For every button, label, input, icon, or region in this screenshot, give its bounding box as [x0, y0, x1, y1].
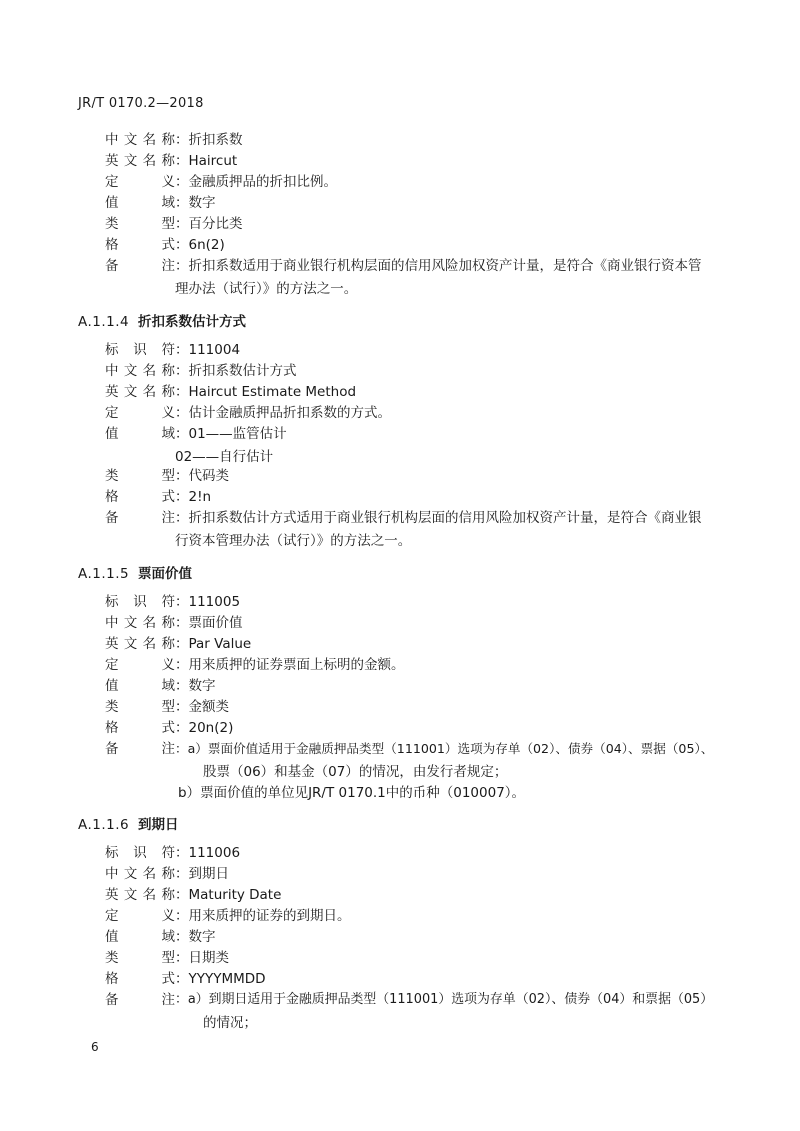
field-label: 值域	[105, 678, 175, 694]
note-text-line1: ：折扣系数估计方式适用于商业银行机构层面的信用风险加权资产计量，是符合《商业银	[175, 510, 702, 526]
section-number: A.1.1.4	[78, 314, 130, 330]
field-label: 格式	[105, 971, 175, 987]
document-code: JR/T 0170.2—2018	[78, 96, 204, 111]
field-row	[105, 676, 216, 696]
field-value: ：Maturity Date	[175, 887, 282, 903]
section-title: 到期日	[138, 817, 179, 833]
field-value: ：YYYYMMDD	[175, 971, 266, 987]
field-label: 英文名称	[105, 636, 175, 652]
field-label: 类型	[105, 216, 175, 232]
section-heading	[78, 813, 179, 833]
field-value: ：折扣系数估计方式	[175, 363, 297, 379]
field-value: ：金额类	[175, 699, 229, 715]
field-value: ：用来质押的证券的到期日。	[175, 908, 351, 924]
field-row	[105, 193, 216, 213]
field-row	[105, 340, 241, 360]
field-value: ：估计金融质押品折扣系数的方式。	[175, 405, 391, 421]
note-text-line1: ：折扣系数适用于商业银行机构层面的信用风险加权资产计量，是符合《商业银行资本管	[175, 258, 702, 274]
field-value: ：金融质押品的折扣比例。	[175, 174, 337, 190]
field-row	[105, 403, 391, 423]
field-label: 类型	[105, 468, 175, 484]
field-label: 英文名称	[105, 384, 175, 400]
field-label: 类型	[105, 699, 175, 715]
field-label: 定义	[105, 405, 175, 421]
note-row	[105, 739, 714, 759]
field-value: ：折扣系数	[175, 132, 243, 148]
note-row	[105, 990, 714, 1011]
field-row	[105, 151, 238, 171]
field-value: ：日期类	[175, 950, 229, 966]
note-label: 备注	[105, 258, 175, 274]
field-label: 中文名称	[105, 132, 175, 148]
field-label: 值域	[105, 195, 175, 211]
field-row	[105, 172, 337, 192]
section-number: A.1.1.5	[78, 566, 130, 582]
field-value: ：2!n	[175, 489, 212, 505]
field-label: 定义	[105, 908, 175, 924]
note-row	[105, 508, 702, 528]
field-label: 类型	[105, 950, 175, 966]
field-value: ：Haircut Estimate Method	[175, 384, 357, 400]
field-row	[105, 130, 243, 150]
field-label: 中文名称	[105, 363, 175, 379]
field-label: 标识符	[105, 594, 175, 610]
field-value: ：用来质押的证券票面上标明的金额。	[175, 657, 405, 673]
field-value: ：数字	[175, 929, 216, 945]
field-row	[105, 214, 243, 234]
field-row	[105, 718, 234, 738]
field-label: 值域	[105, 426, 175, 442]
field-value: ：数字	[175, 678, 216, 694]
field-row	[105, 361, 297, 381]
field-row	[105, 487, 212, 507]
field-label: 定义	[105, 174, 175, 190]
section-heading	[78, 310, 246, 330]
field-value: ：111004	[175, 342, 241, 358]
note-label: 备注	[105, 510, 175, 526]
note-text-line2: 理办法（试行）》的方法之一。	[175, 281, 358, 297]
field-value: ：Haircut	[175, 153, 238, 169]
field-value: ：20n(2)	[175, 720, 234, 736]
field-row	[105, 613, 243, 633]
field-row	[105, 697, 229, 717]
note-label: 备注	[105, 992, 175, 1008]
section-title: 票面价值	[138, 566, 192, 582]
field-label: 格式	[105, 489, 175, 505]
field-value: ：111006	[175, 845, 241, 861]
section-number: A.1.1.6	[78, 817, 130, 833]
field-value: ：01——监管估计	[175, 426, 287, 442]
note-text-line2: 行资本管理办法（试行）》的方法之一。	[175, 533, 412, 549]
section-heading	[78, 562, 192, 582]
page-number: 6	[91, 1040, 99, 1054]
note-row	[105, 256, 702, 276]
field-label: 中文名称	[105, 615, 175, 631]
field-label: 英文名称	[105, 887, 175, 903]
field-value: ：111005	[175, 594, 241, 610]
field-value: ：6n(2)	[175, 237, 225, 253]
field-row	[105, 927, 216, 947]
note-item-b: b）票面价值的单位见JR/T 0170.1中的币种（010007）。	[178, 785, 526, 801]
note-item-a-line2: 的情况；	[203, 1015, 257, 1031]
field-label: 标识符	[105, 845, 175, 861]
field-label: 中文名称	[105, 866, 175, 882]
field-row	[105, 592, 241, 612]
note-item-a-line1: ：a）票面价值适用于金融质押品类型（111001）选项为存单（02）、债券（04）、票据（05）、	[175, 741, 714, 756]
field-label: 标识符	[105, 342, 175, 358]
field-value: ：到期日	[175, 866, 229, 882]
field-value: ：代码类	[175, 468, 229, 484]
section-title: 折扣系数估计方式	[138, 314, 246, 330]
field-value: ：数字	[175, 195, 216, 211]
field-row	[105, 235, 225, 255]
field-label: 格式	[105, 720, 175, 736]
field-label: 值域	[105, 929, 175, 945]
field-value: ：百分比类	[175, 216, 243, 232]
field-row	[105, 948, 229, 968]
field-row	[105, 424, 287, 444]
field-row	[105, 634, 252, 654]
field-label: 英文名称	[105, 153, 175, 169]
field-row	[105, 864, 229, 884]
field-value-continuation: 02——自行估计	[175, 449, 274, 465]
field-label: 定义	[105, 657, 175, 673]
field-value: ：票面价值	[175, 615, 243, 631]
field-row	[105, 969, 266, 989]
note-item-a-line2: 股票（06）和基金（07）的情况，由发行者规定；	[203, 764, 508, 780]
field-value: ：Par Value	[175, 636, 252, 652]
note-label: 备注	[105, 741, 175, 757]
field-row	[105, 382, 357, 402]
field-row	[105, 466, 229, 486]
field-row	[105, 885, 282, 905]
field-row	[105, 655, 405, 675]
note-item-a-line1: ：a）到期日适用于金融质押品类型（111001）选项为存单（02）、债券（04）和票据（05）	[175, 992, 714, 1007]
field-row	[105, 906, 351, 926]
field-label: 格式	[105, 237, 175, 253]
field-row	[105, 843, 241, 863]
